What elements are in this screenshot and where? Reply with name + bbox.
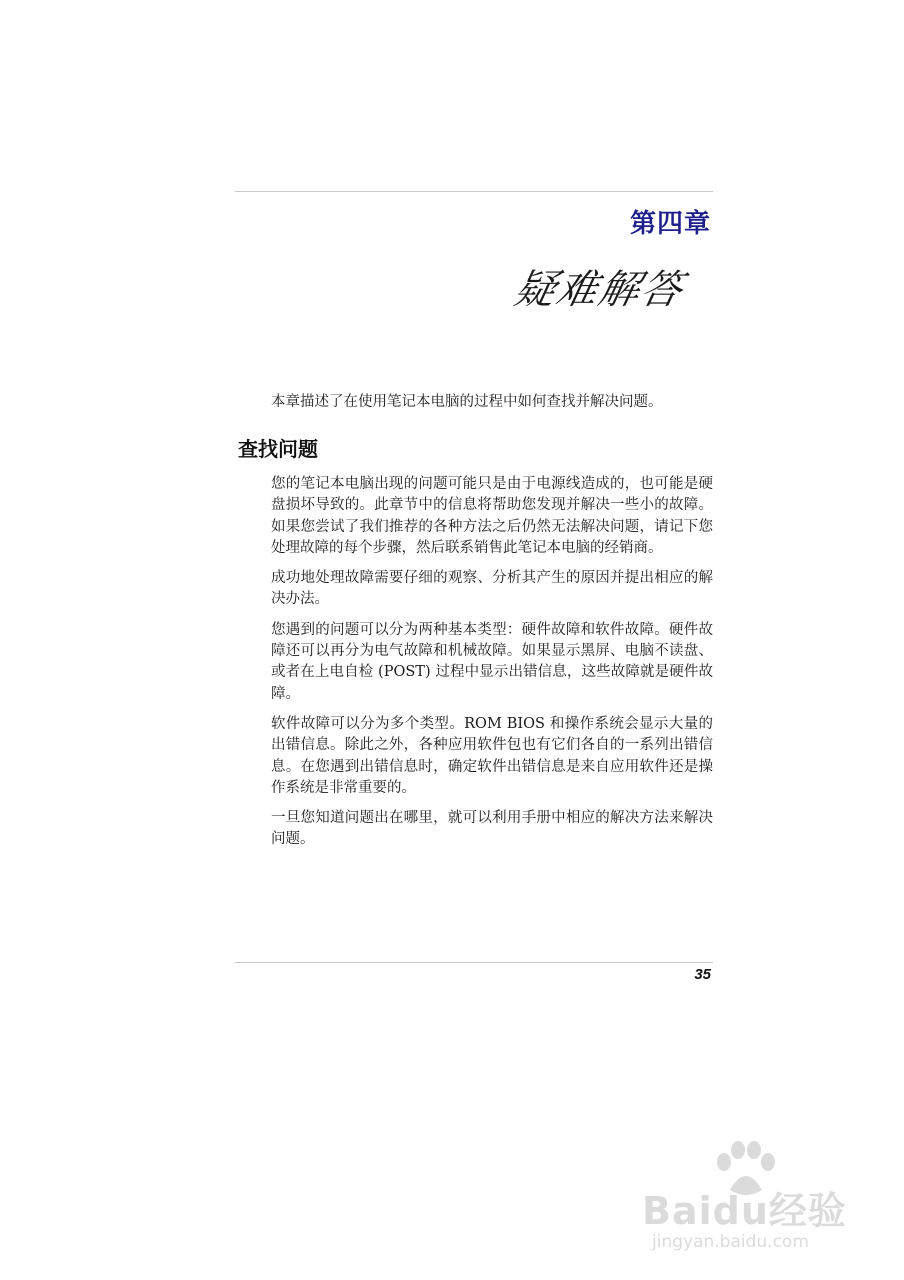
section-body: [271, 474, 713, 860]
chapter-intro: 本章描述了在使用笔记本电脑的过程中如何查找并解决问题。: [271, 394, 663, 410]
watermark-brand: Baidu经验: [642, 1189, 847, 1233]
chapter-label: 第四章: [629, 209, 711, 239]
baidu-watermark: [640, 1140, 880, 1270]
bottom-divider: [235, 962, 713, 963]
paragraph: 成功地处理故障需要仔细的观察、分析其产生的原因并提出相应的解决办法。: [271, 570, 713, 608]
paragraph: 您的笔记本电脑出现的问题可能只是由于电源线造成的，也可能是硬盘损坏导致的。此章节中的信息将帮助您发现并解决一些小的故障。如果您尝试了我们推荐的各种方法之后仍然无法解决问题，请记下您处理故障的每个步骤，然后联系销售此笔记本电脑的经销商。: [271, 476, 713, 556]
paragraph: 您遇到的问题可以分为两种基本类型：硬件故障和软件故障。硬件故障还可以再分为电气故障和机械故障。如果显示黑屏、电脑不读盘、或者在上电自检 (POST) 过程中显示出错信息，这些故障就是硬件故障。: [271, 621, 713, 702]
paw-icon: [710, 1140, 780, 1200]
paragraph: 一旦您知道问题出在哪里，就可以利用手册中相应的解决方法来解决问题。: [271, 810, 713, 848]
paragraph: 软件故障可以分为多个类型。ROM BIOS 和操作系统会显示大量的出错信息。除此之外，各种应用软件包也有它们各自的一系列出错信息。在您遇到出错信息时，确定软件出错信息是来自应用软件还是操作系统是非常重要的。: [271, 715, 713, 796]
page-number: 35: [694, 966, 711, 983]
chapter-title: 疑难解答: [510, 267, 689, 313]
top-divider: [235, 191, 713, 192]
section-heading: 查找问题: [238, 437, 318, 461]
watermark-url: jingyan.baidu.com: [652, 1232, 809, 1252]
